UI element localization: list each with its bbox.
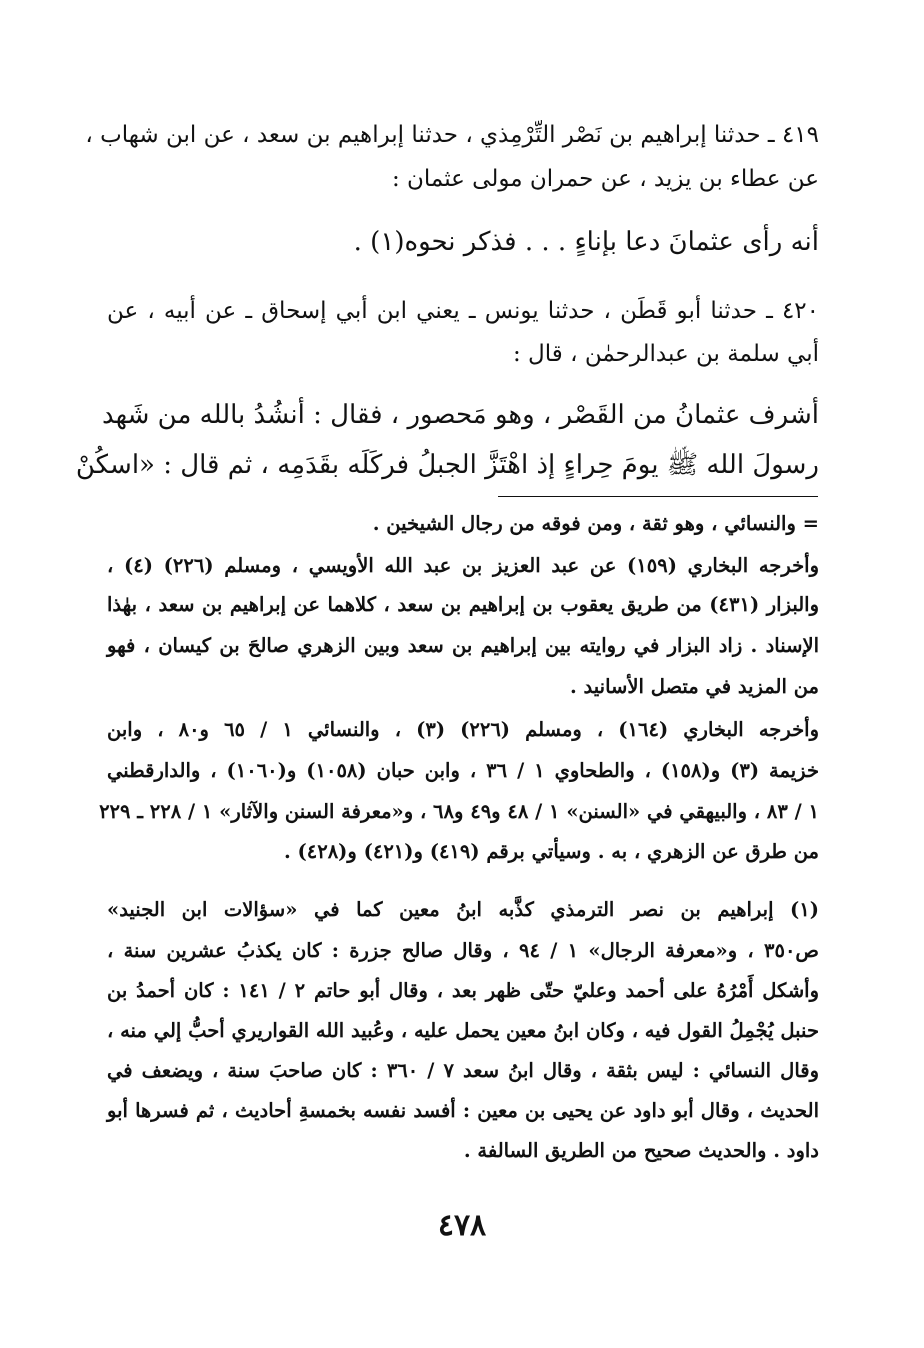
footnote-para2-line-2: والبزار (٤٣١) من طريق يعقوب بن إبراهيم بن سعد ، كلاهما عن إبراهيم بن سعد ، بهٰذا [107, 593, 819, 616]
footnote-continued-line-1: = والنسائي ، وهو ثقة ، ومن فوقه من رجال الشيخين . [372, 512, 819, 535]
hadith-419-matn: أنه رأى عثمانَ دعا بإناءٍ . . . فذكر نحوه(١) . [353, 227, 819, 257]
footnote-separator [498, 496, 818, 497]
footnote-1-line-1: (١) إبراهيم بن نصر الترمذي كذَّبه ابنُ معين كما في «سؤالات ابن الجنيد» [107, 898, 819, 921]
hadith-419-isnad-line-2: عن عطاء بن يزيد ، عن حمران مولى عثمان : [391, 166, 819, 192]
footnote-para3-line-1: وأخرجه البخاري (١٦٤) ، ومسلم (٢٢٦) (٣) ، والنسائي ١ / ٦٥ و٨٠ ، وابن [107, 718, 819, 741]
hadith-419-isnad-line-1: ٤١٩ ـ حدثنا إبراهيم بن نَصْر التِّرْمِذي ، حدثنا إبراهيم بن سعد ، عن ابن شهاب ، [85, 122, 819, 148]
hadith-420-isnad-line-1: ٤٢٠ ـ حدثنا أبو قَطَن ، حدثنا يونس ـ يعني ابن أبي إسحاق ـ عن أبيه ، عن [107, 298, 819, 324]
footnote-para3-line-3: ١ / ٨٣ ، والبيهقي في «السنن» ١ / ٤٨ و٤٩ و٦٨ ، و«معرفة السنن والآثار» ١ / ٢٢٨ ـ ٢٢٩ [99, 800, 819, 823]
footnote-1-line-5: وقال النسائي : ليس بثقة ، وقال ابنُ سعد ٧ / ٣٦٠ : كان صاحبَ سنة ، ويضعف في [107, 1059, 820, 1082]
page-number: ٤٧٨ [437, 1208, 487, 1243]
footnote-1-line-4: حنبل يُجْمِلُ القول فيه ، وكان ابنُ معين يحمل عليه ، وعُبيد الله القواريري أحبُّ إلي منه ، [107, 1019, 819, 1042]
footnote-1-line-7: داود . والحديث صحيح من الطريق السالفة . [463, 1139, 819, 1162]
hadith-420-isnad-line-2: أبي سلمة بن عبدالرحمٰن ، قال : [513, 341, 819, 367]
hadith-420-matn-line-1: أشرف عثمانُ من القَصْر ، وهو مَحصور ، فقال : أنشُدُ بالله من شَهد [101, 400, 819, 430]
footnote-1-line-6: الحديث ، وقال أبو داود عن يحيى بن معين : أفسد نفسه بخمسةِ أحاديث ، ثم فسرها أبو [107, 1099, 819, 1122]
footnote-1-line-2: ص٣٥٠ ، و«معرفة الرجال» ١ / ٩٤ ، وقال صالح جزرة : كان يكذبُ عشرين سنة ، [107, 939, 819, 962]
hadith-420-matn-line-2: رسولَ الله ﷺ يومَ حِراءٍ إذ اهْتَزَّ الجبلُ فركَلَه بقَدَمِه ، ثم قال : «اسكُنْ [75, 450, 819, 480]
footnote-para2-line-4: من المزيد في متصل الأسانيد . [569, 675, 819, 698]
footnote-para3-line-2: خزيمة (٣) و(١٥٨) ، والطحاوي ١ / ٣٦ ، وابن حبان (١٠٥٨) و(١٠٦٠) ، والدارقطني [107, 759, 819, 782]
footnote-1-line-3: وأشكل أَمْرُهُ على أحمد وعليّ حتّى ظهر بعد ، وقال أبو حاتم ٢ / ١٤١ : كان أحمدُ بن [107, 979, 819, 1002]
footnote-para3-line-4: من طرق عن الزهري ، به . وسيأتي برقم (٤١٩) و(٤٢١) و(٤٢٨) . [283, 840, 819, 863]
footnote-para2-line-3: الإسناد . زاد البزار في روايته بين إبراهيم بن سعد وبين الزهري صالحَ بن كيسان ، فهو [107, 634, 819, 657]
footnote-para2-line-1: وأخرجه البخاري (١٥٩) عن عبد العزيز بن عبد الله الأويسي ، ومسلم (٢٢٦) (٤) ، [107, 554, 819, 577]
